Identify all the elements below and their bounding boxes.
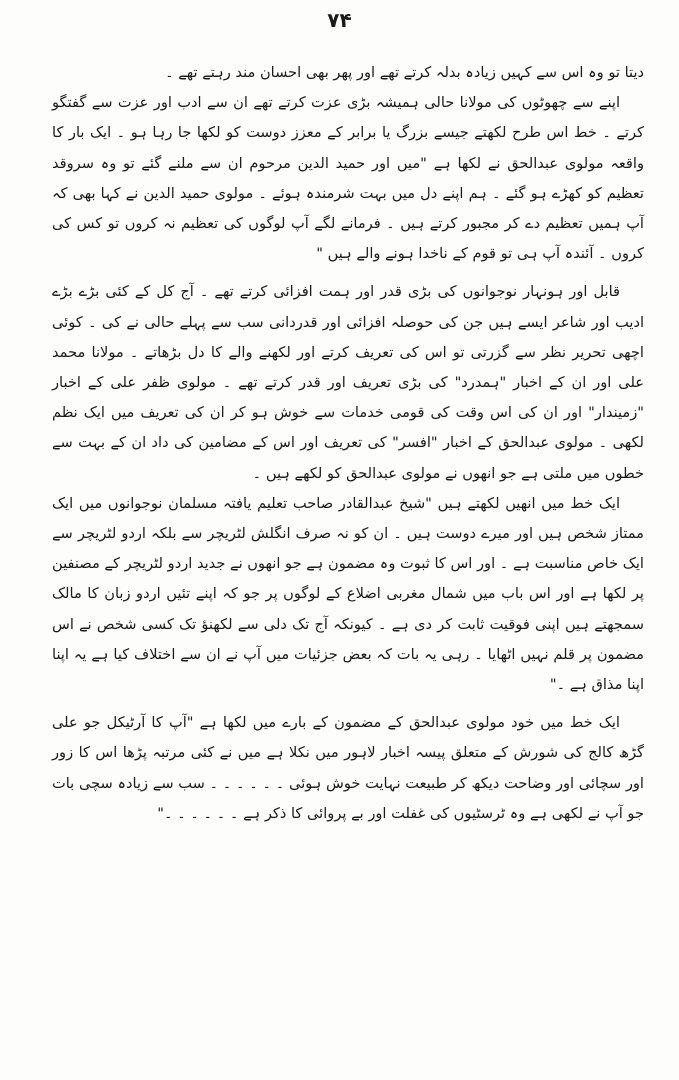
paragraph: ایک خط میں انھیں لکھتے ہیں "شیخ عبدالقادر صاحب تعلیم یافتہ مسلمان نوجوانوں میں ایک ممتاز شخص ہیں اور میرے دوست ہیں ۔ ان کو نہ صرف انگلش لٹریچر سے بلکہ اردو لٹریچر سے ایک خاص مناسبت ہے ۔ اور اس کا ثبوت وہ مضمون ہے جو انھوں نے جدید اردو لٹریچر کے مصنفین پر لکھا ہے اور اس باب میں شمال مغربی اضلاع کے لوگوں پر جو کہ اپنے تئیں اردو زبان کا مالک سمجھتے ہیں اپنی فوقیت ثابت کر دی ہے ۔ کیونکہ آج تک دلی سے لکھنؤ تک کسی شخص نے اس مضمون پر قلم نہیں اٹھایا ۔ رہی یہ بات کہ بعض جزئیات میں آپ نے ان سے اختلاف کیا ہے یہ اپنا اپنا مذاق ہے ۔"	[52, 494, 644, 694]
paragraph: ایک خط میں خود مولوی عبدالحق کے مضمون کے بارے میں لکھا ہے "آپ کا آرٹیکل جو علی گڑھ کالج کی شورش کے متعلق پیسہ اخبار لاہور میں نکلا ہے میں نے کئی مرتبہ پڑھا اس کا زور اور سچائی اور وضاحت دیکھ کر طبیعت نہایت خوش ہوئی ۔ ۔ ۔ ۔ ۔ ۔ سب سے زیادہ سچی بات جو آپ نے لکھی ہے وہ ٹرسٹیوں کی غفلت اور بے پروائی کا ذکر ہے ۔ ۔ ۔ ۔ ۔ ۔"	[52, 714, 644, 822]
paragraph: اپنے سے چھوٹوں کی مولانا حالی ہمیشہ بڑی عزت کرتے تھے ان سے ادب اور عزت سے گفتگو کرتے ۔ خط اس طرح لکھتے جیسے بزرگ یا برابر کے معزز دوست کو لکھا جا رہا ہو ۔ ایک بار کا واقعہ مولوی عبدالحق نے لکھا ہے "میں اور حمید الدین مرحوم ان سے ملنے گئے تو وہ سروقد تعظیم کو کھڑے ہو گئے ۔ ہم اپنے دل میں بہت شرمندہ ہوئے ۔ مولوی حمید الدین نے کہا بھی کہ آپ ہمیں تعظیم دے کر مجبور کرتے ہیں ۔ فرمانے لگے آپ لوگوں کی تعظیم نہ کروں تو کس کی کروں ۔ آئندہ آپ ہی تو قوم کے ناخدا ہونے والے ہیں "	[52, 94, 644, 263]
body-text	[52, 58, 644, 829]
page-number: ۷۴	[327, 8, 352, 32]
paragraph: قابل اور ہونہار نوجوانوں کی بڑی قدر اور ہمت افزائی کرتے تھے ۔ آج کل کے کئی بڑے بڑے ادیب اور شاعر ایسے ہیں جن کی حوصلہ افزائی اور قدردانی سب سے پہلے حالی نے کی ۔ کوئی اچھی تحریر نظر سے گزرتی تو اس کی تعریف کرتے اور لکھنے والے کا دل بڑھاتے ۔ مولانا محمد علی اور ان کے اخبار "ہمدرد" کی بڑی تعریف اور قدر کرتے تھے ۔ مولوی ظفر علی کے اخبار "زمیندار" اور ان کی اس وقت کی قومی خدمات سے خوش ہو کر ان کی تعریف میں ایک نظم لکھی ۔ مولوی عبدالحق کے اخبار "افسر" کی تعریف اور اس کے مضامین کی داد ان کے بہت سے خطوں میں ملتی ہے جو انھوں نے مولوی عبدالحق کو لکھے ہیں ۔	[52, 283, 644, 482]
paragraph: دیتا تو وہ اس سے کہیں زیادہ بدلہ کرتے تھے اور پھر بھی احسان مند رہتے تھے ۔	[165, 64, 644, 81]
